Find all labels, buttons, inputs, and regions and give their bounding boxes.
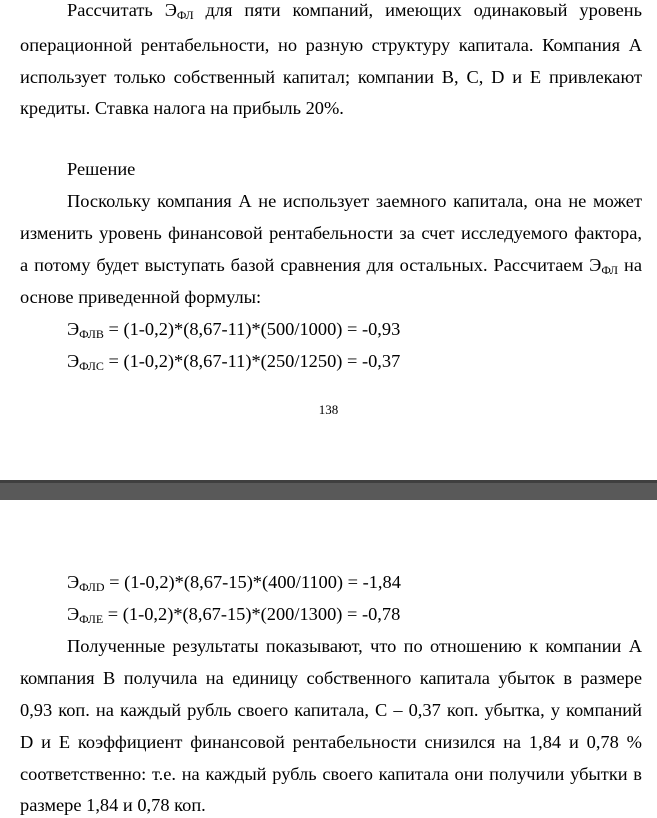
solution-line-4: основе приведенной формулы: xyxy=(20,287,262,307)
subscript: ФЛЕ xyxy=(79,612,104,626)
result-line-5: соответственно: т.е. на каждый рубль своего капитала они получили убытки в xyxy=(20,764,642,784)
subscript: ФЛ xyxy=(176,8,194,22)
subscript: ФЛ xyxy=(601,263,619,277)
result-line-6: размере 1,84 и 0,78 коп. xyxy=(20,795,206,815)
result-line-1: Полученные результаты показывают, что по отношению к компании А xyxy=(67,636,642,656)
subscript: ФЛВ xyxy=(79,327,104,341)
solution-heading: Решение xyxy=(67,159,136,179)
solution-line-3: а потому будет выступать базой сравнения для остальных. Рассчитаем ЭФЛ на xyxy=(20,255,642,277)
formula-b: ЭФЛВ = (1-0,2)*(8,67-11)*(500/1000) = -0,93 xyxy=(67,319,401,341)
task-line-3: использует только собственный капитал; компании В, С, D и Е привлекают xyxy=(20,67,642,87)
page-separator xyxy=(0,480,657,500)
subscript: ФЛD xyxy=(79,580,105,594)
solution-line-1: Поскольку компания А не использует заемного капитала, она не может xyxy=(67,191,642,211)
result-line-4: D и Е коэффициент финансовой рентабельности снизился на 1,84 и 0,78 % xyxy=(20,732,642,752)
page-number: 138 xyxy=(318,402,339,417)
solution-line-2: изменить уровень финансовой рентабельности за счет исследуемого фактора, xyxy=(20,223,642,243)
task-line-4: кредиты. Ставка налога на прибыль 20%. xyxy=(20,98,344,118)
formula-d: ЭФЛD = (1-0,2)*(8,67-15)*(400/1100) = -1,84 xyxy=(67,572,401,594)
result-line-3: 0,93 коп. на каждый рубль своего капитала, С – 0,37 коп. убытка, у компаний xyxy=(20,700,642,720)
subscript: ФЛС xyxy=(79,359,104,373)
formula-e: ЭФЛЕ = (1-0,2)*(8,67-15)*(200/1300) = -0,78 xyxy=(67,604,401,626)
page-139 xyxy=(0,500,657,818)
task-line-2: операционной рентабельности, но разную структуру капитала. Компания А xyxy=(20,35,642,55)
task-line-1: Рассчитать ЭФЛ для пяти компаний, имеющих одинаковый уровень xyxy=(67,0,642,22)
formula-c: ЭФЛС = (1-0,2)*(8,67-11)*(250/1250) = -0,37 xyxy=(67,351,401,373)
result-line-2: компания В получила на единицу собственного капитала убыток в размере xyxy=(20,668,642,688)
